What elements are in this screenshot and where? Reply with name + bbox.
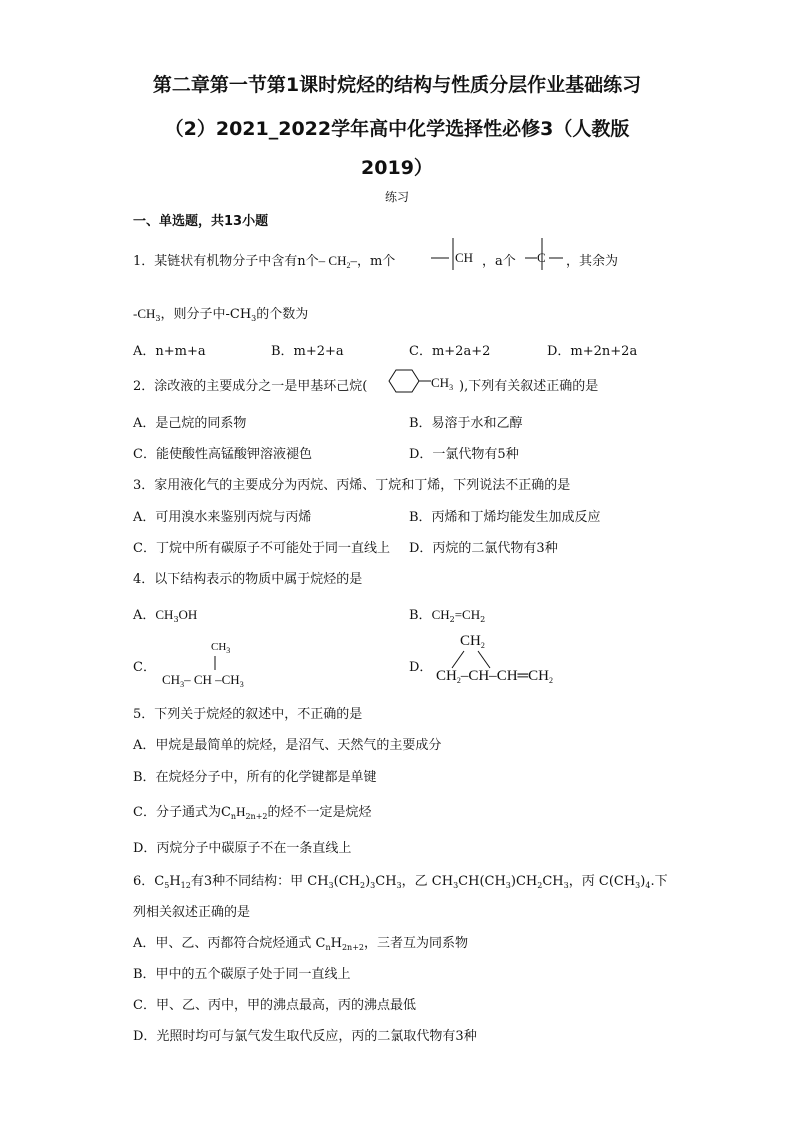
- q6-option-c[interactable]: C．甲、乙、丙中，甲的沸点最高，丙的沸点最低: [133, 998, 416, 1013]
- q2-stem-part1: 2．涂改液的主要成分之一是甲基环己烷(: [133, 379, 368, 394]
- q6-option-a[interactable]: A．甲、乙、丙都符合烷烃通式 $C_nH_{2n+2}$，三者互为同系物: [133, 936, 469, 952]
- q6-stem: 6．$C_5H_{12}$有3种不同结构：甲 $CH_3(CH_2)_3CH_3$，乙 $CH_3CH(CH_3)CH_2CH_3$，丙 $C(CH_3)_4$.下: [133, 874, 668, 890]
- q5-option-d[interactable]: D．丙烷分子中碳原子不在一条直线上: [133, 841, 352, 856]
- q1-stem-line2: $-CH_3$，则分子中$-CH_3$的个数为: [133, 306, 309, 323]
- q3-stem: 3．家用液化气的主要成分为丙烷、丙烯、丁烷和丁烯，下列说法不正确的是: [133, 478, 571, 493]
- q6-option-d[interactable]: D．光照时均可与氯气发生取代反应，丙的二氯取代物有3种: [133, 1029, 477, 1044]
- q3-option-c[interactable]: C．丁烷中所有碳原子不可能处于同一直线上: [133, 541, 390, 556]
- doc-subtitle: 练习: [384, 190, 409, 204]
- q1-ch-label: CH: [455, 250, 474, 265]
- q2-option-d[interactable]: D．一氯代物有5种: [409, 447, 519, 462]
- q1-option-d[interactable]: D．m+2n+2a: [547, 344, 638, 359]
- q1-text-2: ，m个: [356, 254, 396, 269]
- q4-d-top-group: $CH_2$: [460, 633, 485, 650]
- q4-d-ring-bonds: [448, 650, 498, 670]
- q1-option-b[interactable]: B．m+2+a: [271, 344, 344, 359]
- q6-stem-line2: 列相关叙述正确的是: [133, 905, 251, 920]
- q4-d-main-chain: $CH_2-CH-CH═CH_2$: [436, 668, 553, 685]
- q1-text-3: ，a个: [482, 254, 516, 269]
- q2-stem-part2: ),下列有关叙述正确的是: [459, 379, 599, 394]
- q4-option-d-label[interactable]: D．: [409, 660, 433, 675]
- q4-c-top-group: $CH_3$: [211, 641, 231, 655]
- q2-option-c[interactable]: C．能使酸性高锰酸钾溶液褪色: [133, 447, 312, 462]
- doc-title-line3: 2019）: [361, 157, 433, 179]
- q5-option-b[interactable]: B．在烷烃分子中，所有的化学键都是单键: [133, 770, 377, 785]
- q3-option-b[interactable]: B．丙烯和丁烯均能发生加成反应: [409, 510, 601, 525]
- doc-title-line1: 第二章第一节第1课时烷烃的结构与性质分层作业基础练习: [152, 74, 642, 96]
- section-heading: 一、单选题，共13小题: [133, 214, 269, 229]
- q5-option-a[interactable]: A．甲烷是最简单的烷烃，是沼气、天然气的主要成分: [133, 738, 442, 753]
- q4-option-c-label[interactable]: C．: [133, 660, 156, 675]
- q4-c-bond: [213, 656, 217, 670]
- q4-c-main-chain: $CH_3-$ CH $-CH_3$: [162, 672, 244, 689]
- q1-c-label: C: [537, 250, 546, 265]
- q1-stem: [133, 250, 395, 270]
- q1-option-c[interactable]: C．m+2a+2: [409, 344, 491, 359]
- q3-option-d[interactable]: D．丙烷的二氯代物有3种: [409, 541, 558, 556]
- q2-option-b[interactable]: B．易溶于水和乙醇: [409, 416, 523, 431]
- q1-ch2-group: – $CH_2-$: [318, 253, 357, 270]
- q1-option-a[interactable]: A．n+m+a: [133, 344, 206, 359]
- q6-option-b[interactable]: B．甲中的五个碳原子处于同一直线上: [133, 967, 351, 982]
- q5-option-c[interactable]: C．分子通式为$C_nH_{2n+2}$的烃不一定是烷烃: [133, 804, 372, 821]
- q2-option-a[interactable]: A．是己烷的同系物: [133, 416, 247, 431]
- q1-text-1: 1．某链状有机物分子中含有n个: [133, 254, 319, 269]
- q5-stem: 5．下列关于烷烃的叙述中，不正确的是: [133, 707, 363, 722]
- doc-title-line2: （2）2021_2022学年高中化学选择性必修3（人教版: [164, 118, 630, 140]
- q2-methyl-label: $CH_3$: [431, 375, 454, 392]
- q1-text-4: ，其余为: [566, 254, 619, 269]
- q4-option-a[interactable]: A．$CH_3OH$: [133, 607, 198, 624]
- cyclohexane-ring-icon: [381, 367, 431, 395]
- q3-option-a[interactable]: A．可用溴水来鉴别丙烷与丙烯: [133, 510, 312, 525]
- q4-option-b[interactable]: B．$CH_2=CH_2$: [409, 607, 486, 624]
- q4-stem: 4．以下结构表示的物质中属于烷烃的是: [133, 572, 363, 587]
